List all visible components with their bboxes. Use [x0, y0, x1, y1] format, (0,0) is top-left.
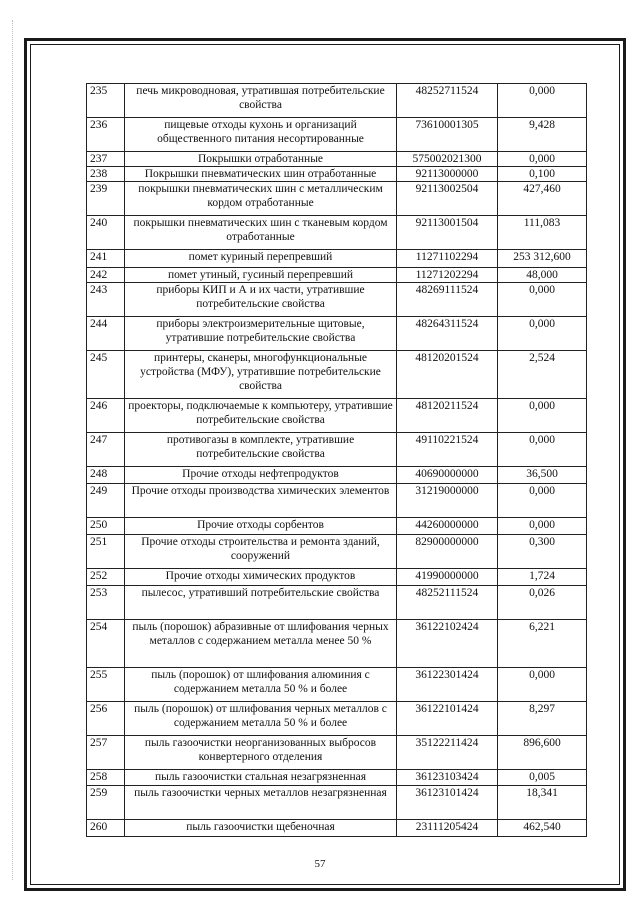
waste-name: противогазы в комплекте, утратившие потребительские свойства [125, 433, 397, 467]
waste-code: 49110221524 [397, 433, 498, 467]
table-row [87, 484, 587, 518]
table-row [87, 250, 587, 268]
row-number: 256 [87, 702, 125, 736]
waste-amount: 36,500 [498, 467, 587, 484]
row-number: 240 [87, 216, 125, 250]
waste-code: 41990000000 [397, 569, 498, 586]
waste-name: покрышки пневматических шин с металлическим кордом отработанные [125, 182, 397, 216]
waste-amount: 8,297 [498, 702, 587, 736]
row-number: 239 [87, 182, 125, 216]
waste-amount: 0,100 [498, 167, 587, 182]
waste-amount: 0,000 [498, 399, 587, 433]
waste-name: Прочие отходы нефтепродуктов [125, 467, 397, 484]
table-row [87, 786, 587, 820]
waste-name: пыль газоочистки щебеночная [125, 820, 397, 837]
table-row [87, 586, 587, 620]
table-row [87, 518, 587, 535]
waste-name: пыль (порошок) абразивные от шлифования черных металлов с содержанием металла менее 50 % [125, 620, 397, 668]
waste-code: 48269111524 [397, 283, 498, 317]
waste-amount: 18,341 [498, 786, 587, 820]
waste-amount: 0,000 [498, 317, 587, 351]
waste-name: пыль (порошок) от шлифования алюминия с содержанием металла 50 % и более [125, 668, 397, 702]
row-number: 260 [87, 820, 125, 837]
waste-name: пыль газоочистки черных металлов незагрязненная [125, 786, 397, 820]
table-row [87, 216, 587, 250]
waste-name: проекторы, подключаемые к компьютеру, утратившие потребительские свойства [125, 399, 397, 433]
table-row [87, 433, 587, 467]
row-number: 235 [87, 84, 125, 118]
row-number: 255 [87, 668, 125, 702]
waste-code: 92113000000 [397, 167, 498, 182]
waste-code: 92113001504 [397, 216, 498, 250]
waste-code: 11271102294 [397, 250, 498, 268]
table-row [87, 620, 587, 668]
waste-amount: 0,005 [498, 770, 587, 786]
waste-code: 36122101424 [397, 702, 498, 736]
waste-code: 36122102424 [397, 620, 498, 668]
waste-code: 82900000000 [397, 535, 498, 569]
waste-amount: 0,000 [498, 283, 587, 317]
waste-amount: 0,026 [498, 586, 587, 620]
table-row [87, 736, 587, 770]
waste-name: пыль (порошок) от шлифования черных металлов с содержанием металла 50 % и более [125, 702, 397, 736]
table-row [87, 820, 587, 837]
waste-name: помет утиный, гусиный перепревший [125, 268, 397, 283]
table-row [87, 702, 587, 736]
waste-amount: 253 312,600 [498, 250, 587, 268]
waste-name: приборы электроизмерительные щитовые, утратившие потребительские свойства [125, 317, 397, 351]
waste-amount: 111,083 [498, 216, 587, 250]
waste-code: 40690000000 [397, 467, 498, 484]
table-row [87, 167, 587, 182]
waste-table-body [87, 84, 587, 837]
table-row [87, 182, 587, 216]
waste-amount: 9,428 [498, 118, 587, 152]
waste-code: 11271202294 [397, 268, 498, 283]
row-number: 238 [87, 167, 125, 182]
waste-name: приборы КИП и А и их части, утратившие потребительские свойства [125, 283, 397, 317]
waste-name: Покрышки пневматических шин отработанные [125, 167, 397, 182]
table-row [87, 118, 587, 152]
table-row [87, 84, 587, 118]
waste-code: 48252711524 [397, 84, 498, 118]
row-number: 237 [87, 152, 125, 167]
row-number: 245 [87, 351, 125, 399]
row-number: 259 [87, 786, 125, 820]
table-row [87, 399, 587, 433]
waste-table [86, 83, 587, 837]
row-number: 249 [87, 484, 125, 518]
waste-amount: 1,724 [498, 569, 587, 586]
table-row [87, 535, 587, 569]
row-number: 252 [87, 569, 125, 586]
waste-name: принтеры, сканеры, многофункциональные устройства (МФУ), утратившие потребительские свойства [125, 351, 397, 399]
waste-amount: 48,000 [498, 268, 587, 283]
waste-amount: 896,600 [498, 736, 587, 770]
waste-name: Прочие отходы сорбентов [125, 518, 397, 535]
waste-code: 36122301424 [397, 668, 498, 702]
waste-code: 73610001305 [397, 118, 498, 152]
table-row [87, 317, 587, 351]
waste-name: печь микроводновая, утратившая потребительские свойства [125, 84, 397, 118]
waste-name: помет куриный перепревший [125, 250, 397, 268]
row-number: 253 [87, 586, 125, 620]
row-number: 250 [87, 518, 125, 535]
table-row [87, 770, 587, 786]
page-number: 57 [314, 858, 326, 870]
row-number: 241 [87, 250, 125, 268]
waste-code: 48264311524 [397, 317, 498, 351]
waste-code: 48120201524 [397, 351, 498, 399]
table-row [87, 283, 587, 317]
waste-name: Покрышки отработанные [125, 152, 397, 167]
waste-name: пылесос, утративший потребительские свойства [125, 586, 397, 620]
waste-name: Прочие отходы производства химических элементов [125, 484, 397, 518]
waste-amount: 0,000 [498, 518, 587, 535]
table-row [87, 268, 587, 283]
row-number: 236 [87, 118, 125, 152]
row-number: 243 [87, 283, 125, 317]
row-number: 257 [87, 736, 125, 770]
waste-code: 48120211524 [397, 399, 498, 433]
waste-code: 575002021300 [397, 152, 498, 167]
row-number: 244 [87, 317, 125, 351]
waste-code: 92113002504 [397, 182, 498, 216]
row-number: 258 [87, 770, 125, 786]
table-row [87, 351, 587, 399]
waste-code: 35122211424 [397, 736, 498, 770]
waste-name: пищевые отходы кухонь и организаций общественного питания несортированные [125, 118, 397, 152]
waste-code: 36123103424 [397, 770, 498, 786]
waste-amount: 427,460 [498, 182, 587, 216]
row-number: 254 [87, 620, 125, 668]
waste-name: пыль газоочистки неорганизованных выбросов конвертерного отделения [125, 736, 397, 770]
waste-name: Прочие отходы строительства и ремонта зданий, сооружений [125, 535, 397, 569]
waste-code: 48252111524 [397, 586, 498, 620]
waste-code: 23111205424 [397, 820, 498, 837]
waste-amount: 6,221 [498, 620, 587, 668]
waste-amount: 462,540 [498, 820, 587, 837]
waste-amount: 0,000 [498, 668, 587, 702]
waste-amount: 2,524 [498, 351, 587, 399]
waste-amount: 0,000 [498, 152, 587, 167]
waste-name: Прочие отходы химических продуктов [125, 569, 397, 586]
waste-amount: 0,000 [498, 433, 587, 467]
table-row [87, 467, 587, 484]
waste-name: покрышки пневматических шин с тканевым кордом отработанные [125, 216, 397, 250]
waste-code: 36123101424 [397, 786, 498, 820]
row-number: 242 [87, 268, 125, 283]
table-row [87, 152, 587, 167]
waste-name: пыль газоочистки стальная незагрязненная [125, 770, 397, 786]
table-row [87, 569, 587, 586]
waste-code: 44260000000 [397, 518, 498, 535]
row-number: 246 [87, 399, 125, 433]
row-number: 247 [87, 433, 125, 467]
waste-amount: 0,300 [498, 535, 587, 569]
table-row [87, 668, 587, 702]
waste-code: 31219000000 [397, 484, 498, 518]
waste-amount: 0,000 [498, 484, 587, 518]
waste-amount: 0,000 [498, 84, 587, 118]
row-number: 251 [87, 535, 125, 569]
scan-margin-line [12, 20, 13, 880]
row-number: 248 [87, 467, 125, 484]
